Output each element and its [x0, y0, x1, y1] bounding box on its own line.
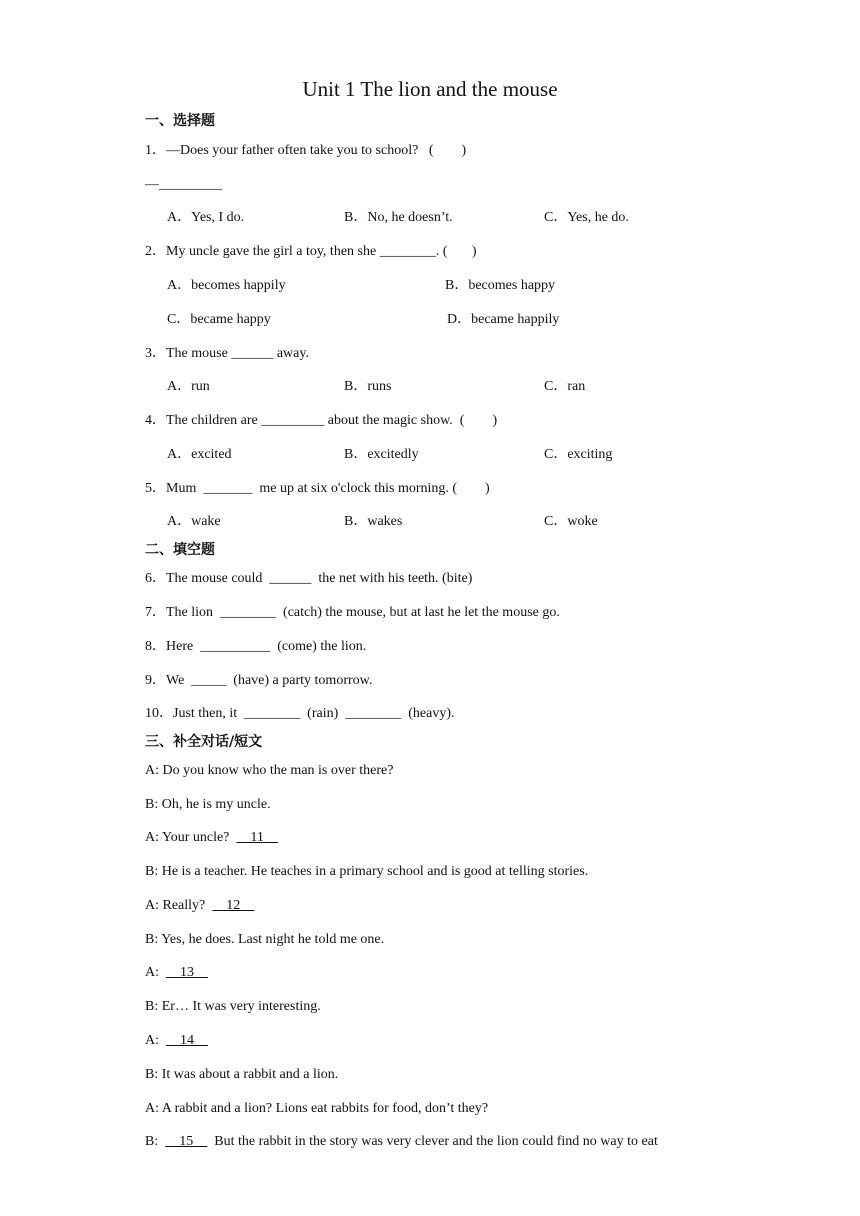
question-5-stem: 5．Mum _______ me up at six o'clock this morning. ( ) — [145, 481, 490, 496]
dialog-text: But the rabbit in the story was very clever and the lion could find no way to eat — [207, 1134, 658, 1149]
dialog-line: B: Er… It was very interesting. — [145, 999, 321, 1014]
question-8: 8．Here __________ (come) the lion. — [145, 639, 367, 654]
question-4-option-b: B．excitedly — [344, 447, 419, 462]
question-2-option-c: C．became happy — [167, 312, 271, 327]
dialog-line: B: He is a teacher. He teaches in a primary school and is good at telling stories. — [145, 864, 589, 879]
question-5-option-a: A．wake — [167, 514, 221, 529]
dialog-line: B: Oh, he is my uncle. — [145, 797, 271, 812]
question-6: 6．The mouse could ______ the net with his teeth. (bite) — [145, 571, 473, 586]
dialog-text: A: Your uncle? — [145, 830, 237, 845]
dialog-text: A: — [145, 965, 166, 980]
question-7: 7．The lion ________ (catch) the mouse, but at last he let the mouse go. — [145, 605, 560, 620]
question-4-option-a: A．excited — [167, 447, 232, 462]
question-4-option-c: C．exciting — [544, 447, 613, 462]
dialog-text: A: — [145, 1033, 166, 1048]
blank-15: 15 — [165, 1134, 208, 1149]
dialog-line — [145, 897, 254, 915]
question-5-option-c: C．woke — [544, 514, 598, 529]
dialog-line: B: It was about a rabbit and a lion. — [145, 1067, 339, 1082]
dialog-line: A: A rabbit and a lion? Lions eat rabbits for food, don’t they? — [145, 1101, 489, 1116]
question-1-option-c: C．Yes, he do. — [544, 210, 629, 225]
dialog-line — [145, 1032, 208, 1050]
question-1-stem: 1．—Does your father often take you to school? ( ) — [145, 143, 467, 158]
dialog-line — [145, 964, 208, 982]
question-3-option-c: C．ran — [544, 379, 586, 394]
blank-14: 14 — [166, 1033, 208, 1048]
question-2-option-a: A．becomes happily — [167, 278, 286, 293]
question-1-option-a: A．Yes, I do. — [167, 210, 245, 225]
dialog-line: A: Do you know who the man is over there? — [145, 763, 394, 778]
blank-13: 13 — [166, 965, 208, 980]
section-heading-choice: 一、选择题 — [145, 113, 215, 129]
dialog-line: B: Yes, he does. Last night he told me one. — [145, 932, 385, 947]
question-3-stem: 3．The mouse ______ away. — [145, 346, 309, 361]
question-4-stem: 4．The children are _________ about the magic show. ( ) — [145, 413, 498, 428]
question-1-answer-line: —_________ — [145, 177, 222, 192]
dialog-text: A: Really? — [145, 898, 213, 913]
question-2-option-b: B．becomes happy — [445, 278, 556, 293]
question-3-option-a: A．run — [167, 379, 210, 394]
question-9: 9．We _____ (have) a party tomorrow. — [145, 673, 373, 688]
blank-12: 12 — [212, 898, 255, 913]
question-2-stem: 2．My uncle gave the girl a toy, then she ________. ( ) — [145, 244, 477, 259]
question-1-option-b: B．No, he doesn’t. — [344, 210, 453, 225]
page-title: Unit 1 The lion and the mouse — [302, 77, 558, 101]
section-heading-fill: 二、填空题 — [145, 542, 215, 558]
question-10: 10．Just then, it ________ (rain) ________ (heavy). — [145, 706, 455, 721]
dialog-text: B: — [145, 1134, 166, 1149]
question-5-option-b: B．wakes — [344, 514, 403, 529]
blank-11: 11 — [236, 830, 278, 845]
question-2-option-d: D．became happily — [447, 312, 560, 327]
question-3-option-b: B．runs — [344, 379, 392, 394]
dialog-line — [145, 1133, 658, 1151]
section-heading-dialog: 三、补全对话/短文 — [145, 734, 263, 750]
dialog-line — [145, 829, 278, 847]
